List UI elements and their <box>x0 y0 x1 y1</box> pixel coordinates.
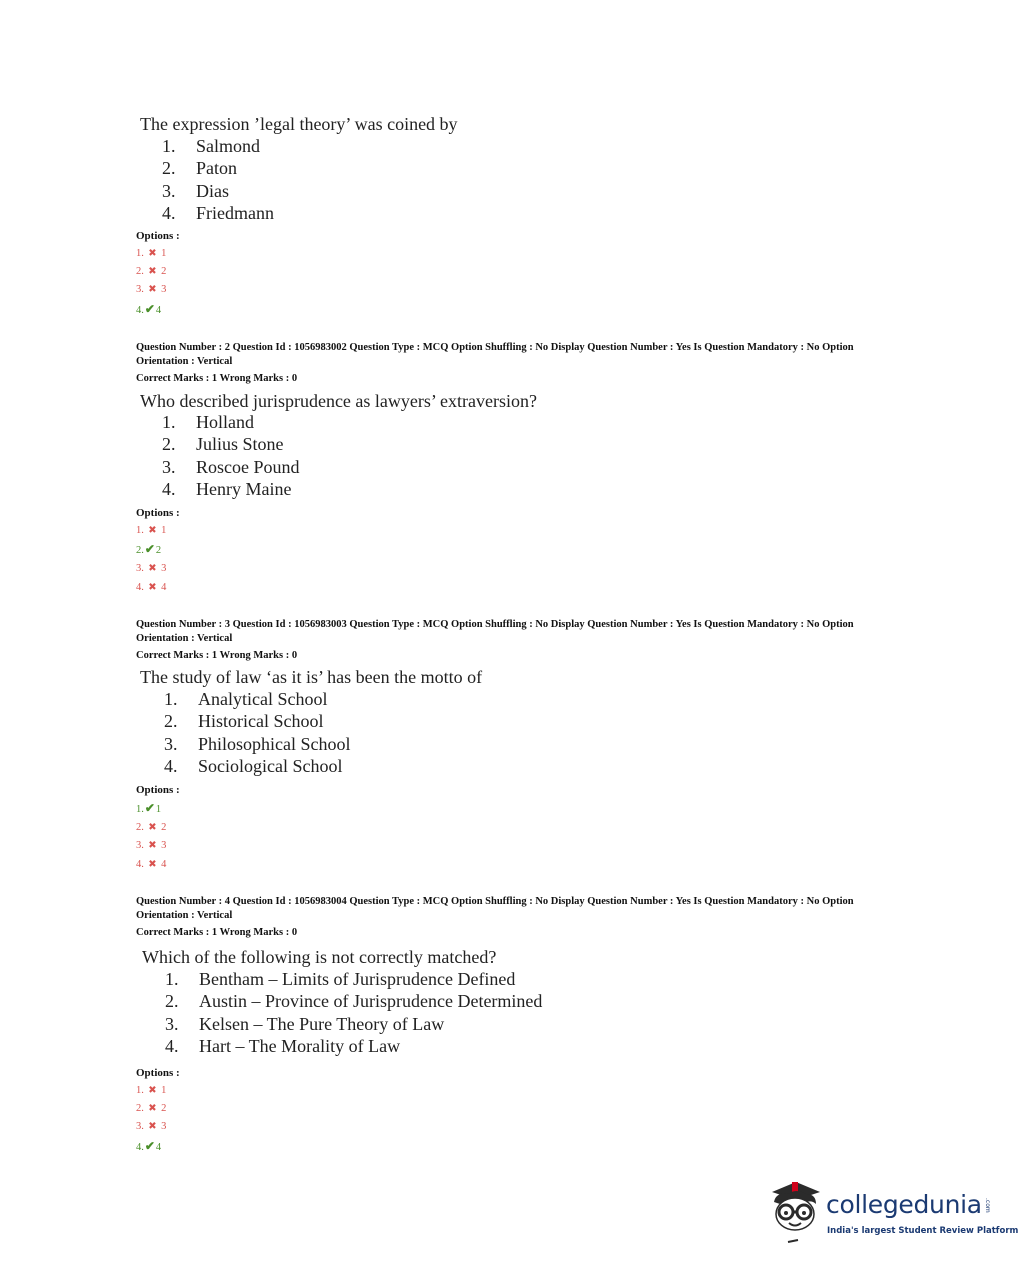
option-item: 1. Bentham – Limits of Jurisprudence Defined <box>165 969 516 989</box>
answer-key-list <box>136 799 166 874</box>
option-list <box>162 135 274 224</box>
answer-key-item: 3. ✖ 3 <box>136 837 166 855</box>
cross-icon: ✖ <box>148 1085 157 1096</box>
option-item: 1. Salmond <box>162 136 261 156</box>
cross-icon: ✖ <box>148 858 157 870</box>
marks-line: Correct Marks : 1 Wrong Marks : 0 <box>136 650 298 661</box>
option-item: 3. Philosophical School <box>164 733 351 754</box>
answer-key-list <box>136 1082 166 1157</box>
option-item: 4. Friedmann <box>162 202 274 223</box>
option-item: 4. Hart – The Morality of Law <box>165 1035 401 1056</box>
option-list <box>162 411 300 500</box>
question-text: The study of law ‘as it is’ has been the motto of <box>140 667 483 687</box>
answer-key-item: 4.✔4 <box>136 1137 166 1157</box>
answer-key-item: 4. ✖ 4 <box>136 579 166 597</box>
question-text: Who described jurisprudence as lawyers’ extraversion? <box>140 391 538 411</box>
cross-icon: ✖ <box>148 822 157 834</box>
cross-icon: ✖ <box>148 525 157 536</box>
answer-key-item: 3. ✖ 3 <box>136 1118 166 1136</box>
option-list <box>164 688 351 777</box>
marks-line: Correct Marks : 1 Wrong Marks : 0 <box>136 373 298 384</box>
answer-key-item: 1. ✖ 1 <box>136 522 166 540</box>
options-label: Options : <box>136 784 180 796</box>
answer-key-item: 2. ✖ 2 <box>136 1100 166 1118</box>
answer-key-item: 3. ✖ 3 <box>136 281 166 299</box>
option-item: 3. Dias <box>162 180 229 201</box>
cross-icon: ✖ <box>148 284 157 296</box>
option-item: 1. Analytical School <box>164 689 328 709</box>
options-label: Options : <box>136 230 180 242</box>
student-mascot-icon <box>766 1178 824 1248</box>
question-text: The expression ’legal theory’ was coined by <box>140 114 458 134</box>
option-item: 2. Austin – Province of Jurisprudence Determined <box>165 991 543 1012</box>
cross-icon: ✖ <box>148 1103 157 1115</box>
cross-icon: ✖ <box>148 563 157 575</box>
checkmark-icon: ✔ <box>144 301 155 316</box>
answer-key-item: 4.✔4 <box>136 300 166 320</box>
answer-key-item: 1. ✖ 1 <box>136 1082 166 1100</box>
option-item: 3. Kelsen – The Pure Theory of Law <box>165 1013 445 1034</box>
options-label: Options : <box>136 507 180 519</box>
option-list <box>165 968 542 1057</box>
options-label: Options : <box>136 1067 180 1079</box>
answer-key-item: 2.✔2 <box>136 540 166 560</box>
cross-icon: ✖ <box>148 840 157 852</box>
cross-icon: ✖ <box>148 1121 157 1133</box>
option-item: 4. Sociological School <box>164 755 343 776</box>
answer-key-item: 1. ✖ 1 <box>136 245 166 263</box>
question-meta: Question Number : 4 Question Id : 1056983004 Question Type : MCQ Option Shuffling : No Display Question Number : Yes Is Question Mandatory : No Option Orientation : Vertical Correct Marks : 1 Wrong Marks : 0 <box>136 895 856 940</box>
option-item: 2. Julius Stone <box>162 434 284 455</box>
option-item: 4. Henry Maine <box>162 478 292 499</box>
checkmark-icon: ✔ <box>144 1138 155 1153</box>
answer-key-list <box>136 522 166 597</box>
checkmark-icon: ✔ <box>144 542 155 557</box>
logo-domain-suffix: .com <box>984 1198 991 1213</box>
answer-key-item: 3. ✖ 3 <box>136 560 166 578</box>
collegedunia-logo <box>766 1178 1019 1248</box>
marks-line: Correct Marks : 1 Wrong Marks : 0 <box>136 927 298 938</box>
option-item: 1. Holland <box>162 412 254 432</box>
option-item: 2. Paton <box>162 158 238 179</box>
cross-icon: ✖ <box>148 248 157 259</box>
checkmark-icon: ✔ <box>144 801 155 815</box>
answer-key-item: 1.✔1 <box>136 799 166 819</box>
question-meta: Question Number : 3 Question Id : 1056983003 Question Type : MCQ Option Shuffling : No Display Question Number : Yes Is Question Mandatory : No Option Orientation : Vertical Correct Marks : 1 Wrong Marks : 0 <box>136 618 856 663</box>
option-item: 2. Historical School <box>164 711 324 732</box>
cross-icon: ✖ <box>148 266 157 278</box>
cross-icon: ✖ <box>148 581 157 593</box>
question-text: Which of the following is not correctly matched? <box>142 947 497 967</box>
answer-key-item: 4. ✖ 4 <box>136 856 166 874</box>
logo-tagline: India's largest Student Review Platform <box>827 1226 1019 1236</box>
answer-key-item: 2. ✖ 2 <box>136 819 166 837</box>
logo-wordmark: collegedunia <box>826 1190 982 1219</box>
answer-key-list <box>136 245 166 320</box>
question-meta: Question Number : 2 Question Id : 1056983002 Question Type : MCQ Option Shuffling : No Display Question Number : Yes Is Question Mandatory : No Option Orientation : Vertical Correct Marks : 1 Wrong Marks : 0 <box>136 341 856 386</box>
option-item: 3. Roscoe Pound <box>162 456 300 477</box>
answer-key-item: 2. ✖ 2 <box>136 263 166 281</box>
